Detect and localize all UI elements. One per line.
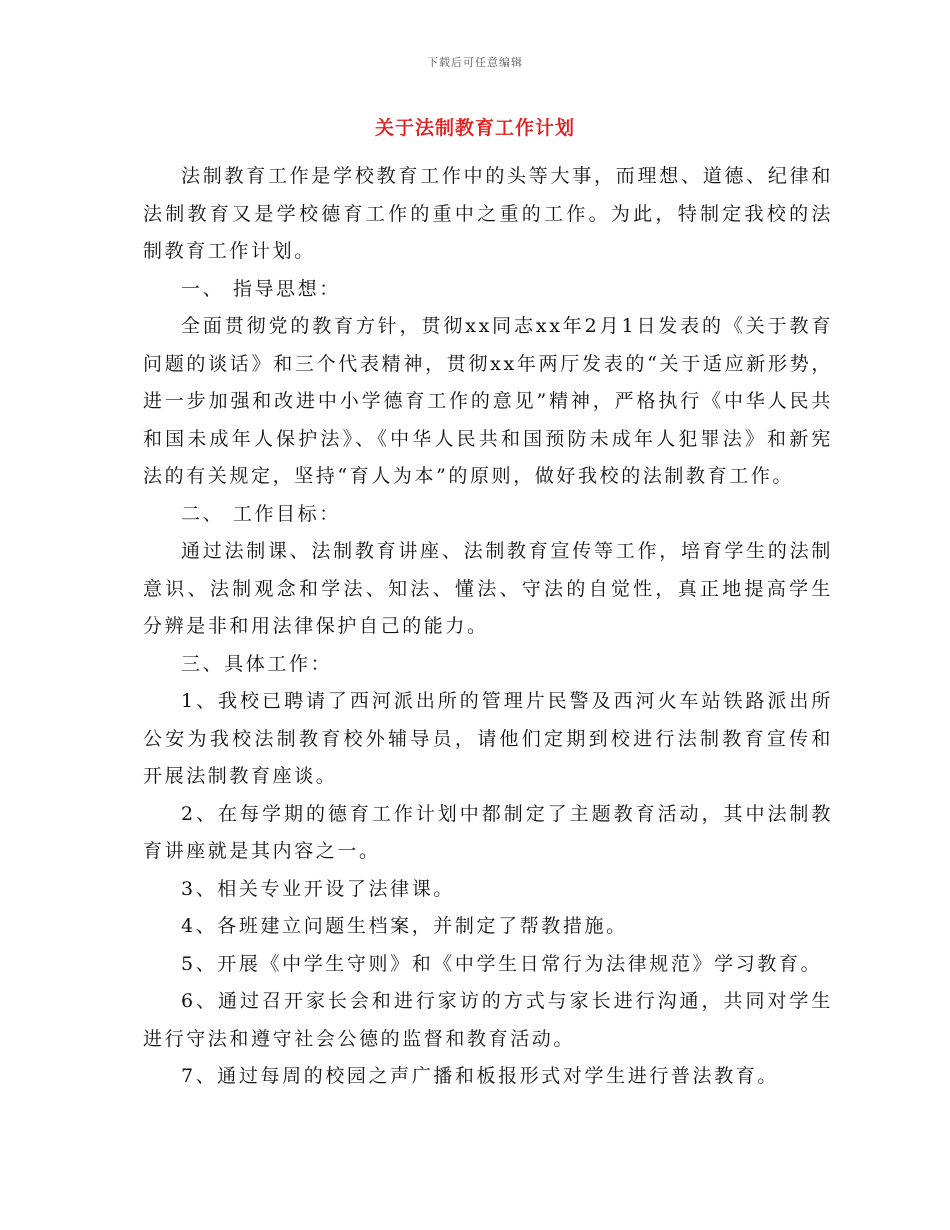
intro-paragraph: 法制教育工作是学校教育工作中的头等大事，而理想、道德、纪律和法制教育又是学校德育工作的重中之重的工作。为此，特制定我校的法制教育工作计划。 (143, 165, 833, 262)
document-body (143, 158, 833, 1096)
guiding-ideology-paragraph: 全面贯彻党的教育方针，贯彻xx同志xx年2月1日发表的《关于教育问题的谈话》和三个代表精神，贯彻xx年两厅发表的“关于适应新形势，进一步加强和改进中小学德育工作的意见”精神，严格执行《中华人民共和国未成年人保护法》、《中华人民共和国预防未成年人犯罪法》和新宪法的有关规定，坚持“育人为本”的原则，做好我校的法制教育工作。 (143, 315, 833, 487)
work-item-4: 4、各班建立问题生档案，并制定了帮教措施。 (181, 915, 628, 937)
work-goals-paragraph: 通过法制课、法制教育讲座、法制教育宣传等工作，培育学生的法制意识、法制观念和学法、知法、懂法、守法的自觉性，真正地提高学生分辨是非和用法律保护自己的能力。 (143, 540, 833, 637)
work-item-6: 6、通过召开家长会和进行家访的方式与家长进行沟通，共同对学生进行守法和遵守社会公德的监督和教育活动。 (143, 990, 833, 1050)
work-item-1: 1、我校已聘请了西河派出所的管理片民警及西河火车站铁路派出所公安为我校法制教育校外辅导员，请他们定期到校进行法制教育宣传和开展法制教育座谈。 (143, 690, 833, 787)
section-heading-guiding-ideology: 一、 指导思想： (181, 277, 341, 300)
work-item-3: 3、相关专业开设了法律课。 (181, 877, 455, 900)
work-item-5: 5、开展《中学生守则》和《中学生日常行为法律规范》学习教育。 (181, 952, 823, 975)
header-note: 下载后可任意编辑 (427, 56, 523, 69)
work-item-2: 2、在每学期的德育工作计划中都制定了主题教育活动，其中法制教育讲座就是其内容之一。 (143, 802, 833, 862)
work-item-7: 7、通过每周的校园之声广播和板报形式对学生进行普法教育。 (181, 1065, 779, 1087)
section-heading-specific-work: 三、具体工作： (181, 652, 333, 675)
section-heading-work-goals: 二、 工作目标： (181, 502, 341, 525)
document-title: 关于法制教育工作计划 (374, 117, 575, 139)
